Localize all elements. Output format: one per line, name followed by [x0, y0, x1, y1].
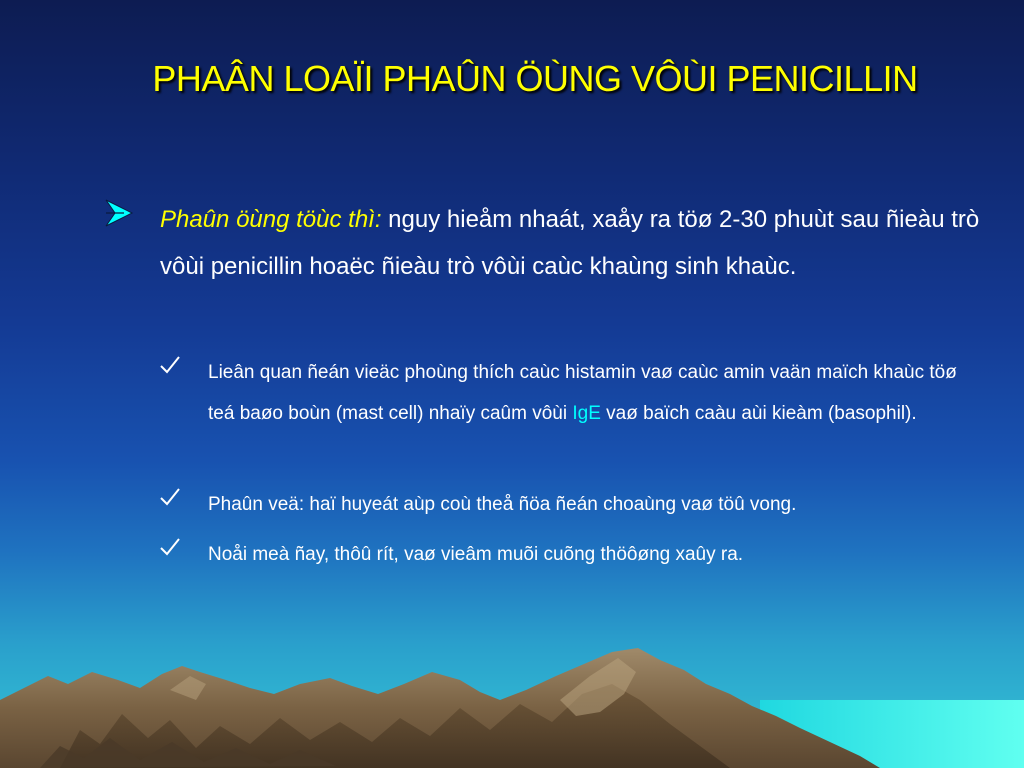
sub-bullet-text-part: vaø baïch caàu aùi kieàm (basophil). — [600, 403, 917, 424]
ige-highlight: IgE — [572, 403, 601, 424]
main-bullet-lead: Phaûn öùng töùc thì: — [160, 206, 382, 233]
slide-title: PHAÂN LOAÏI PHAÛN ÖÙNG VÔÙI PENICILLIN — [152, 58, 918, 99]
sub-bullet-text: Noåi meà ñay, thôû rít, vaø vieâm muõi cuõng thöôøng xaûy ra. — [208, 544, 744, 565]
sub-bullet-text-part: Lieân quan ñeán vieäc phoùng thích caùc histamin vaø caùc amin vaän maïch khaùc töø teá baøo boùn (mast cell) nhaïy caûm vôùi — [208, 362, 957, 424]
main-bullet-body: nguy hieåm nhaát, xaåy ra töø 2-30 phuùt sau ñieàu trò vôùi penicillin hoaëc ñieàu trò vôùi caùc khaùng sinh khaùc. — [160, 206, 980, 280]
sub-bullet-text: Phaûn veä: haï huyeát aùp coù theå ñöa ñeán choaùng vaø töû vong. — [208, 494, 797, 515]
